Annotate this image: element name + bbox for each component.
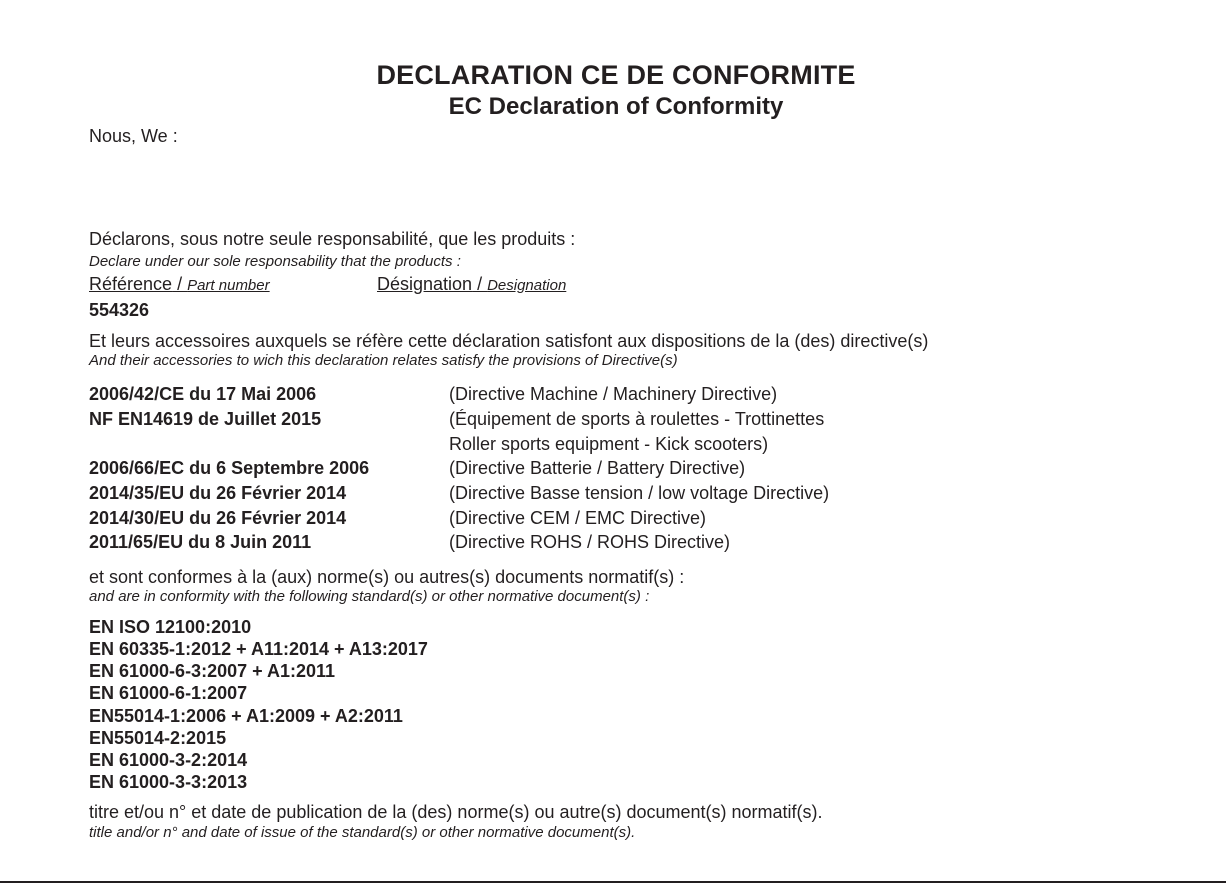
- standard-item: EN ISO 12100:2010: [89, 617, 252, 637]
- directive-description: Roller sports equipment - Kick scooters): [449, 434, 769, 454]
- document-subtitle: EC Declaration of Conformity: [448, 93, 784, 120]
- conformity-text-fr: et sont conformes à la (aux) norme(s) ou autres(s) documents normatif(s) :: [89, 567, 685, 587]
- declaration-text-fr: Déclarons, sous notre seule responsabilité, que les produits :: [89, 229, 576, 249]
- reference-label-en: Part number: [187, 277, 270, 294]
- directive-description: (Directive Basse tension / low voltage Directive): [449, 483, 830, 503]
- declaration-text-en: Declare under our sole responsability that the products :: [89, 253, 461, 270]
- conformity-text-en: and are in conformity with the following standard(s) or other normative document(s) :: [89, 588, 650, 605]
- reference-value: 554326: [89, 300, 150, 320]
- accessories-text-en: And their accessories to wich this declaration relates satisfy the provisions of Directive(s): [89, 352, 678, 369]
- footer-note-fr: titre et/ou n° et date de publication de la (des) norme(s) ou autre(s) document(s) normatif(s).: [89, 802, 823, 822]
- bottom-divider: [0, 881, 1226, 883]
- standard-item: EN 60335-1:2012 + A11:2014 + A13:2017: [89, 639, 428, 659]
- standard-item: EN55014-1:2006 + A1:2009 + A2:2011: [89, 706, 403, 726]
- standard-item: EN55014-2:2015: [89, 728, 227, 748]
- directive-code: 2006/66/EC du 6 Septembre 2006: [89, 458, 370, 478]
- footer-note-en: title and/or n° and date of issue of the standard(s) or other normative document(s).: [89, 824, 636, 841]
- directive-description: (Directive Batterie / Battery Directive): [449, 458, 746, 478]
- directive-description: (Directive ROHS / ROHS Directive): [449, 532, 731, 552]
- designation-label-fr: Désignation: [377, 274, 473, 294]
- directive-description: (Directive Machine / Machinery Directive): [449, 384, 778, 404]
- directive-code: NF EN14619 de Juillet 2015: [89, 409, 322, 429]
- designation-header: [377, 274, 566, 295]
- standard-item: EN 61000-3-3:2013: [89, 772, 248, 792]
- reference-separator: /: [172, 274, 188, 294]
- designation-separator: /: [472, 274, 488, 294]
- directive-description: (Directive CEM / EMC Directive): [449, 508, 707, 528]
- reference-label-fr: Référence: [89, 274, 173, 294]
- directive-code: 2014/35/EU du 26 Février 2014: [89, 483, 347, 503]
- directive-code: 2011/65/EU du 8 Juin 2011: [89, 532, 312, 552]
- directive-description: (Équipement de sports à roulettes - Trottinettes: [449, 409, 825, 429]
- we-label: Nous, We :: [89, 126, 178, 146]
- designation-label-en: Designation: [487, 277, 567, 294]
- standard-item: EN 61000-3-2:2014: [89, 750, 248, 770]
- directive-code: 2014/30/EU du 26 Février 2014: [89, 508, 347, 528]
- reference-header: [89, 274, 270, 295]
- accessories-text-fr: Et leurs accessoires auxquels se réfère cette déclaration satisfont aux dispositions de la (des) directive(s): [89, 331, 929, 351]
- document-title: DECLARATION CE DE CONFORMITE: [376, 60, 856, 90]
- directive-code: 2006/42/CE du 17 Mai 2006: [89, 384, 317, 404]
- standard-item: EN 61000-6-1:2007: [89, 683, 248, 703]
- standard-item: EN 61000-6-3:2007 + A1:2011: [89, 661, 336, 681]
